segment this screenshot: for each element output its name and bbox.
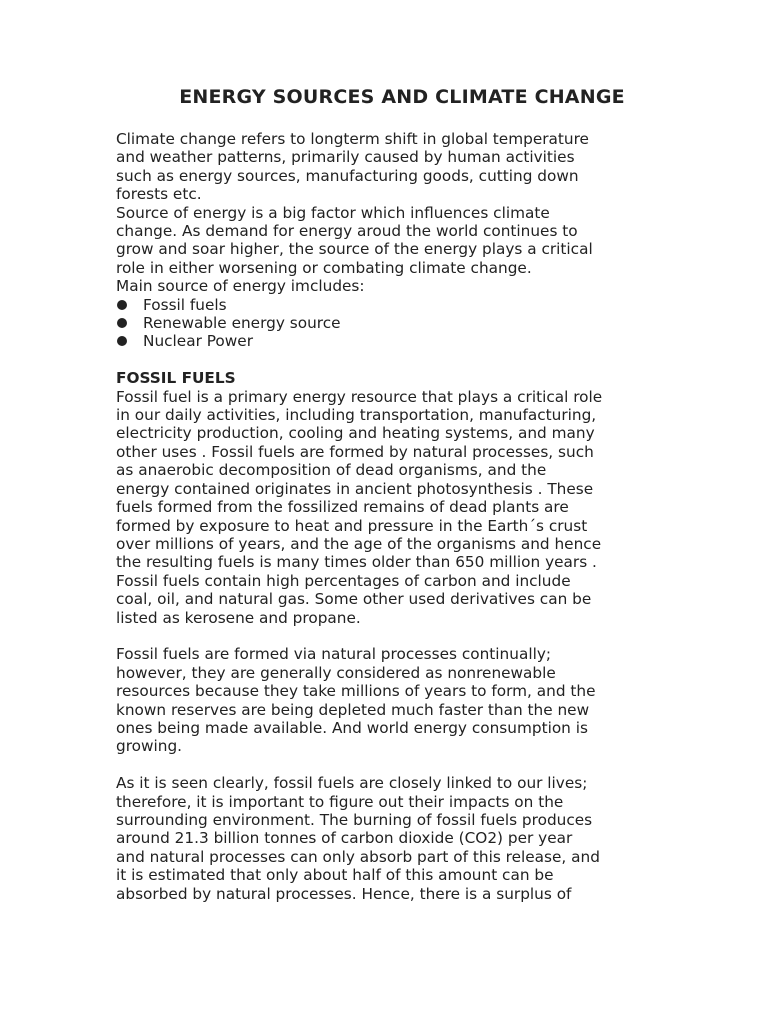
text-line: it is estimated that only about half of this amount can be: [116, 866, 554, 885]
paragraph-nonrenewable: [116, 645, 676, 755]
spacer: [116, 756, 676, 774]
text-line: in our daily activities, including transportation, manufacturing,: [116, 406, 597, 425]
text-line: surrounding environment. The burning of fossil fuels produces: [116, 810, 593, 829]
paragraph-impacts: [116, 774, 676, 903]
bullet-icon: [117, 318, 127, 328]
text-line: grow and soar higher, the source of the energy plays a critical: [116, 240, 593, 259]
text-line: as anaerobic decomposition of dead organisms, and the: [116, 461, 547, 480]
paragraph-fossil-fuel-intro: [116, 388, 676, 627]
bullet-icon: [117, 300, 127, 310]
text-line: As it is seen clearly, fossil fuels are closely linked to our lives;: [116, 774, 588, 793]
text-line: Fossil fuels contain high percentages of carbon and include: [116, 571, 571, 590]
document-body: [116, 130, 676, 903]
list-item: [116, 296, 676, 314]
text-line: the resulting fuels is many times older than 650 million years .: [116, 553, 597, 572]
text-line: absorbed by natural processes. Hence, there is a surplus of: [116, 884, 572, 903]
text-line: Source of energy is a big factor which influences climate: [116, 203, 550, 222]
text-line: other uses . Fossil fuels are formed by natural processes, such: [116, 442, 594, 461]
text-line: growing.: [116, 737, 183, 756]
list-item-label: Renewable energy source: [143, 314, 341, 333]
list-item: [116, 314, 676, 332]
text-line: around 21.3 billion tonnes of carbon dioxide (CO2) per year: [116, 829, 573, 848]
document-title: ENERGY SOURCES AND CLIMATE CHANGE: [179, 86, 625, 108]
text-line: however, they are generally considered as nonrenewable: [116, 663, 556, 682]
text-line: change. As demand for energy aroud the world continues to: [116, 222, 578, 241]
list-item-label: Fossil fuels: [143, 295, 227, 314]
text-line: known reserves are being depleted much faster than the new: [116, 700, 590, 719]
list-item-label: Nuclear Power: [143, 332, 253, 351]
energy-source-list: [116, 296, 676, 351]
text-line: therefore, it is important to figure out their impacts on the: [116, 792, 564, 811]
bullet-icon: [117, 336, 127, 346]
text-line: Fossil fuels are formed via natural processes continually;: [116, 645, 552, 664]
section-heading: FOSSIL FUELS: [116, 369, 236, 388]
text-line: listed as kerosene and propane.: [116, 608, 361, 627]
text-line: and natural processes can only absorb part of this release, and: [116, 847, 600, 866]
text-line: over millions of years, and the age of the organisms and hence: [116, 534, 602, 553]
text-line: electricity production, cooling and heating systems, and many: [116, 424, 595, 443]
spacer: [116, 351, 676, 369]
text-line: Fossil fuel is a primary energy resource that plays a critical role: [116, 387, 603, 406]
text-line: role in either worsening or combating climate change.: [116, 258, 532, 277]
text-line: ones being made available. And world energy consumption is: [116, 718, 588, 737]
text-line: coal, oil, and natural gas. Some other used derivatives can be: [116, 590, 592, 609]
text-line: energy contained originates in ancient photosynthesis . These: [116, 479, 594, 498]
text-line: and weather patterns, primarily caused by human activities: [116, 148, 575, 167]
text-line: formed by exposure to heat and pressure in the Earth´s crust: [116, 516, 588, 535]
text-line: fuels formed from the fossilized remains of dead plants are: [116, 498, 569, 517]
text-line: such as energy sources, manufacturing goods, cutting down: [116, 166, 579, 185]
list-item: [116, 332, 676, 350]
spacer: [116, 627, 676, 645]
text-line: forests etc.: [116, 185, 202, 204]
intro-paragraph: [116, 130, 676, 296]
text-line: Main source of energy imcludes:: [116, 277, 365, 296]
text-line: resources because they take millions of years to form, and the: [116, 682, 596, 701]
text-line: Climate change refers to longterm shift in global temperature: [116, 130, 589, 148]
